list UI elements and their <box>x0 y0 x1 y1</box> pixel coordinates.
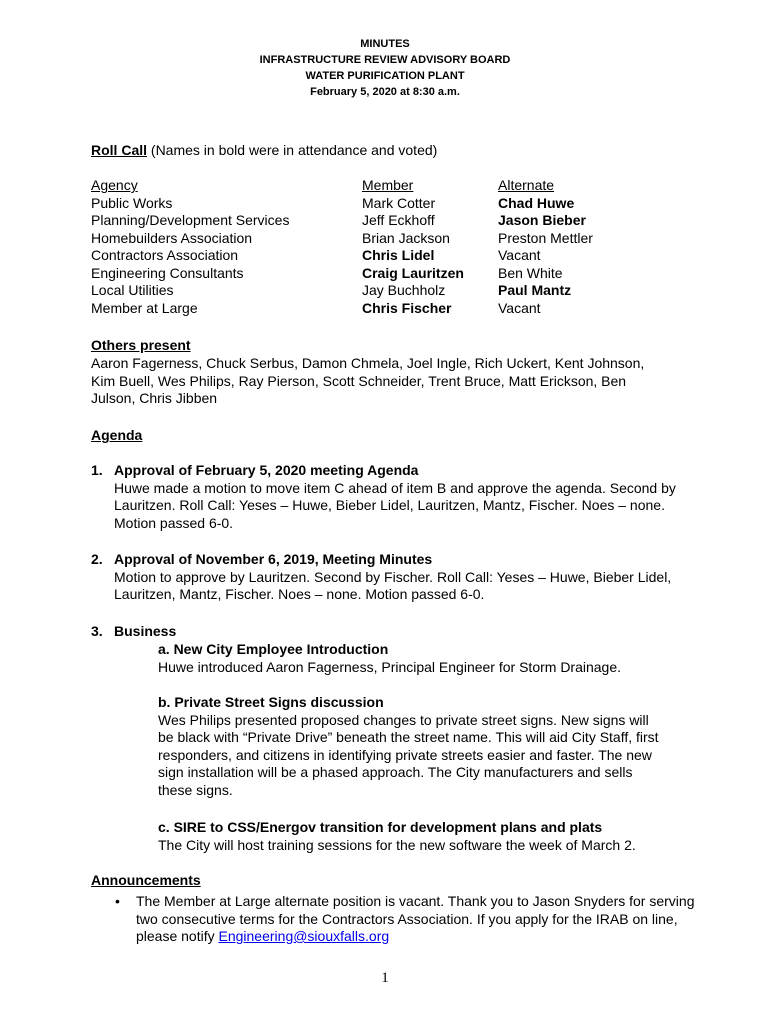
alternate-cell: Vacant <box>498 247 541 263</box>
agenda-item-title: Approval of November 6, 2019, Meeting Minutes <box>114 551 433 567</box>
business-item-title: c. SIRE to CSS/Energov transition for development plans and plats <box>158 819 603 835</box>
business-item-a <box>158 641 698 676</box>
agenda-item-number: 2. <box>91 551 103 567</box>
announcements-heading: Announcements <box>91 872 201 888</box>
agency-column <box>91 177 289 317</box>
agenda-item-number: 3. <box>91 623 103 639</box>
business-item-title: b. Private Street Signs discussion <box>158 694 384 710</box>
header-minutes: MINUTES <box>360 38 410 50</box>
member-column-header: Member <box>362 177 414 193</box>
engineering-email-link[interactable]: Engineering@siouxfalls.org <box>218 928 390 944</box>
alternate-cell: Jason Bieber <box>498 212 586 228</box>
business-item-title: a. New City Employee Introduction <box>158 641 389 657</box>
agenda-item-number: 1. <box>91 462 103 478</box>
alternate-cell: Ben White <box>498 264 563 281</box>
alternate-cell: Preston Mettler <box>498 229 593 246</box>
member-cell: Brian Jackson <box>362 229 450 246</box>
agency-cell: Member at Large <box>91 299 198 316</box>
member-cell: Craig Lauritzen <box>362 264 464 281</box>
announcement-item <box>136 893 696 946</box>
agenda-heading: Agenda <box>91 427 143 443</box>
header-board-name: INFRASTRUCTURE REVIEW ADVISORY BOARD <box>259 54 511 66</box>
agenda-item-title: Approval of February 5, 2020 meeting Agenda <box>114 462 419 478</box>
agenda-item-text: Motion to approve by Lauritzen. Second by Fischer. Roll Call: Yeses – Huwe, Bieber Lidel, Lauritzen, Mantz, Fischer. Noes – none. Motion passed 6-0. <box>114 568 672 602</box>
agency-column-header: Agency <box>91 177 138 193</box>
business-item-text: Wes Philips presented proposed changes to private street signs. New signs will be black with “Private Drive” beneath the street name. This will aid City Staff, first responders, and citizens in identifying private streets easier and faster. The new sign installation will be a phased approach. The City manufacturers and sells these signs. <box>158 711 659 798</box>
member-cell: Jay Buchholz <box>362 282 446 298</box>
agency-cell: Planning/Development Services <box>91 212 290 228</box>
announcement-text: The Member at Large alternate position is vacant. Thank you to Jason Snyders for serving two consecutive terms for the Contractors Association. If you apply for the IRAB on line, please notify <box>136 893 695 944</box>
member-cell: Chris Lidel <box>362 247 435 263</box>
page-number: 1 <box>381 970 389 986</box>
agency-cell: Engineering Consultants <box>91 264 244 281</box>
roll-call-note: (Names in bold were in attendance and voted) <box>147 142 438 158</box>
business-item-b <box>158 694 698 799</box>
others-present-heading: Others present <box>91 337 191 353</box>
alternate-cell: Chad Huwe <box>498 194 575 211</box>
agency-cell: Contractors Association <box>91 247 239 263</box>
member-cell: Mark Cotter <box>362 194 436 211</box>
agency-cell: Homebuilders Association <box>91 229 253 246</box>
agenda-item-title: Business <box>114 623 177 639</box>
business-item-c <box>158 819 698 854</box>
alternate-column <box>498 177 593 317</box>
header-date: February 5, 2020 at 8:30 a.m. <box>310 86 460 98</box>
others-present-text: Aaron Fagerness, Chuck Serbus, Damon Chmela, Joel Ingle, Rich Uckert, Kent Johnson, Kim Buell, Wes Philips, Ray Pierson, Scott Schneider, Trent Bruce, Matt Erickson, Ben Julson, Chris Jibben <box>91 355 645 406</box>
member-cell: Jeff Eckhoff <box>362 212 435 228</box>
alternate-column-header: Alternate <box>498 177 555 193</box>
agenda-item-text: Huwe made a motion to move item C ahead of item B and approve the agenda. Second by Lauritzen. Roll Call: Yeses – Huwe, Bieber Lidel, Lauritzen, Mantz, Fischer. Noes – none. Motion passed 6-0. <box>114 479 676 531</box>
agency-cell: Local Utilities <box>91 282 174 298</box>
agency-cell: Public Works <box>91 194 173 211</box>
member-cell: Chris Fischer <box>362 299 452 316</box>
roll-call-heading <box>91 142 437 160</box>
bullet-icon: • <box>115 893 120 909</box>
alternate-cell: Paul Mantz <box>498 282 572 298</box>
roll-call-title: Roll Call <box>91 142 148 158</box>
header-location: WATER PURIFICATION PLANT <box>305 70 465 82</box>
document-header <box>0 36 770 100</box>
business-item-text: Huwe introduced Aaron Fagerness, Principal Engineer for Storm Drainage. <box>158 658 622 675</box>
member-column <box>362 177 464 317</box>
business-item-text: The City will host training sessions for the new software the week of March 2. <box>158 836 636 853</box>
alternate-cell: Vacant <box>498 299 541 316</box>
